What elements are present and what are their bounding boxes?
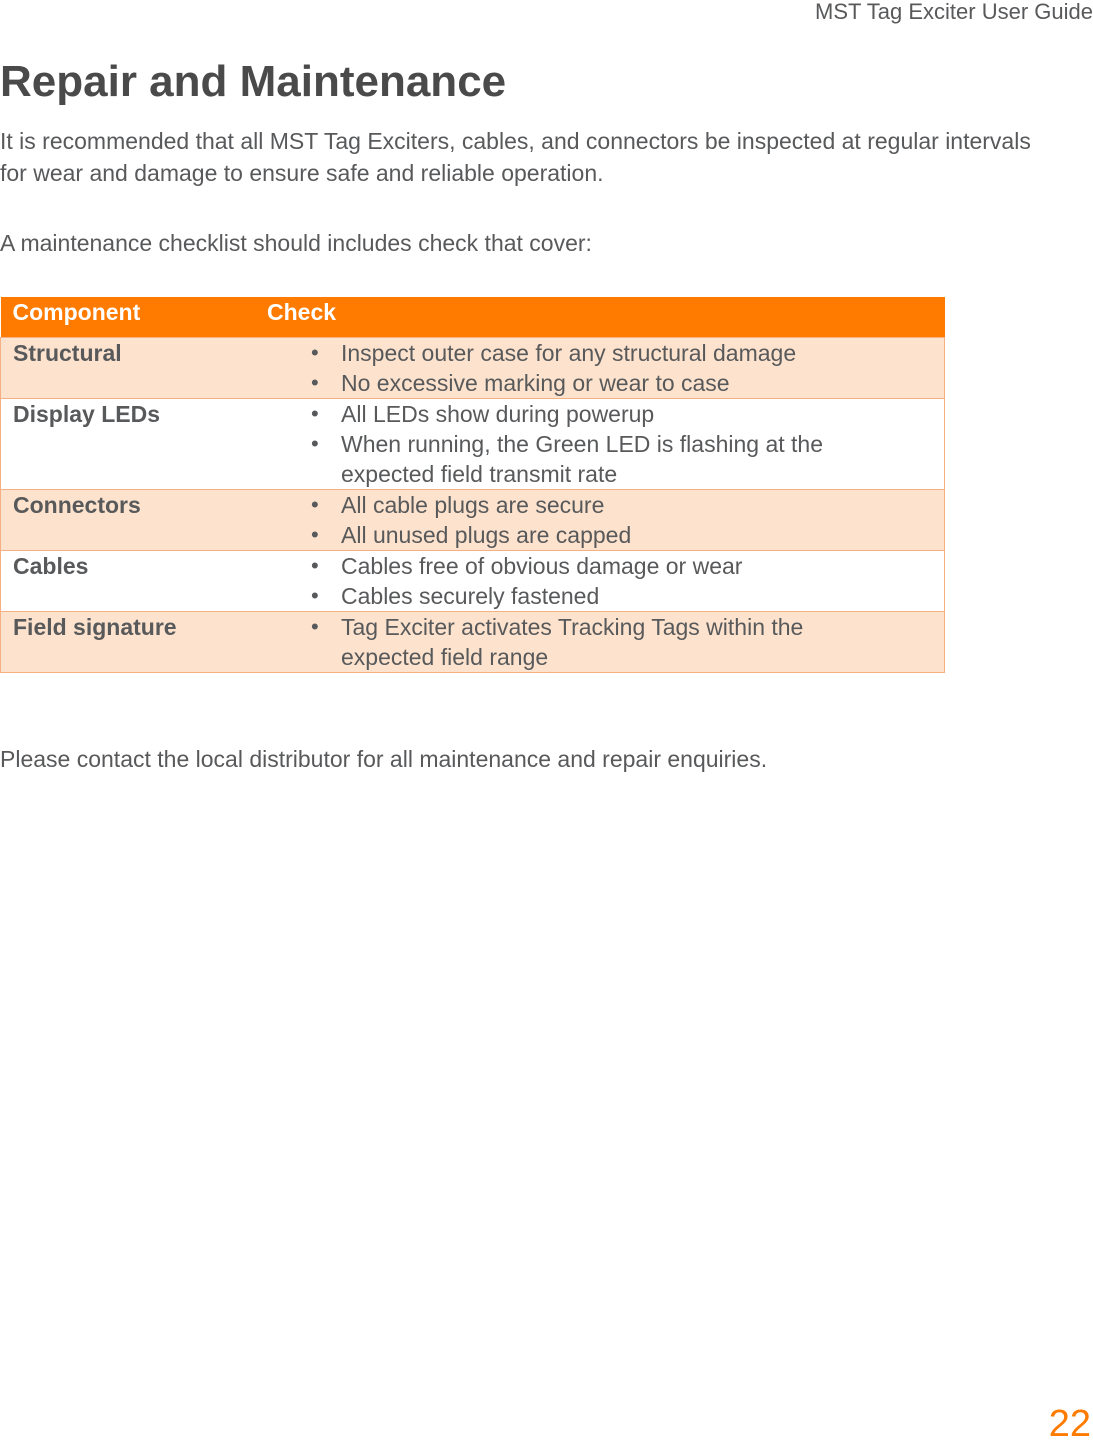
bullet-icon: • (311, 340, 319, 365)
check-text: When running, the Green LED is flashing at the expected field transmit rate (341, 431, 824, 487)
checks-cell (267, 338, 945, 399)
check-list (267, 551, 944, 611)
check-list (267, 399, 944, 489)
checks-cell (267, 399, 945, 490)
list-item (267, 612, 944, 672)
table-row (1, 612, 945, 673)
checklist-lead-paragraph: A maintenance checklist should includes check that cover: (0, 230, 592, 256)
maintenance-checklist-table (0, 297, 945, 673)
list-item (267, 520, 944, 550)
check-text: Tag Exciter activates Tracking Tags within the expected field range (341, 614, 804, 670)
bullet-icon: • (311, 614, 319, 639)
component-cell: Structural (1, 338, 268, 399)
list-item (267, 581, 944, 611)
list-item (267, 338, 944, 368)
check-text: Cables securely fastened (341, 583, 600, 609)
column-header-check: Check (267, 297, 945, 338)
column-header-component: Component (1, 297, 268, 338)
list-item (267, 551, 944, 581)
bullet-icon: • (311, 522, 319, 547)
component-cell: Connectors (1, 490, 268, 551)
bullet-icon: • (311, 370, 319, 395)
checks-cell (267, 612, 945, 673)
check-text: All LEDs show during powerup (341, 401, 655, 427)
bullet-icon: • (311, 431, 319, 456)
bullet-icon: • (311, 401, 319, 426)
list-item (267, 490, 944, 520)
list-item (267, 368, 944, 398)
check-text: No excessive marking or wear to case (341, 370, 730, 396)
check-list (267, 338, 944, 398)
page-title: Repair and Maintenance (0, 57, 507, 106)
list-item (267, 429, 944, 489)
checks-cell (267, 490, 945, 551)
closing-paragraph: Please contact the local distributor for all maintenance and repair enquiries. (0, 746, 768, 772)
list-item (267, 399, 944, 429)
table-header-row (1, 297, 945, 338)
check-list (267, 612, 944, 672)
running-header: MST Tag Exciter User Guide (815, 0, 1093, 24)
intro-paragraph: It is recommended that all MST Tag Exciters, cables, and connectors be inspected at regular intervals for wear and damage to ensure safe and reliable operation. (0, 128, 1031, 186)
table-row (1, 399, 945, 490)
table-row (1, 338, 945, 399)
component-cell: Display LEDs (1, 399, 268, 490)
check-text: Cables free of obvious damage or wear (341, 553, 743, 579)
bullet-icon: • (311, 492, 319, 517)
bullet-icon: • (311, 553, 319, 578)
bullet-icon: • (311, 583, 319, 608)
check-text: All cable plugs are secure (341, 492, 605, 518)
check-text: All unused plugs are capped (341, 522, 632, 548)
component-cell: Field signature (1, 612, 268, 673)
check-text: Inspect outer case for any structural damage (341, 340, 797, 366)
checks-cell (267, 551, 945, 612)
table-row (1, 551, 945, 612)
component-cell: Cables (1, 551, 268, 612)
check-list (267, 490, 944, 550)
table-row (1, 490, 945, 551)
page-number: 22 (1048, 1403, 1091, 1445)
